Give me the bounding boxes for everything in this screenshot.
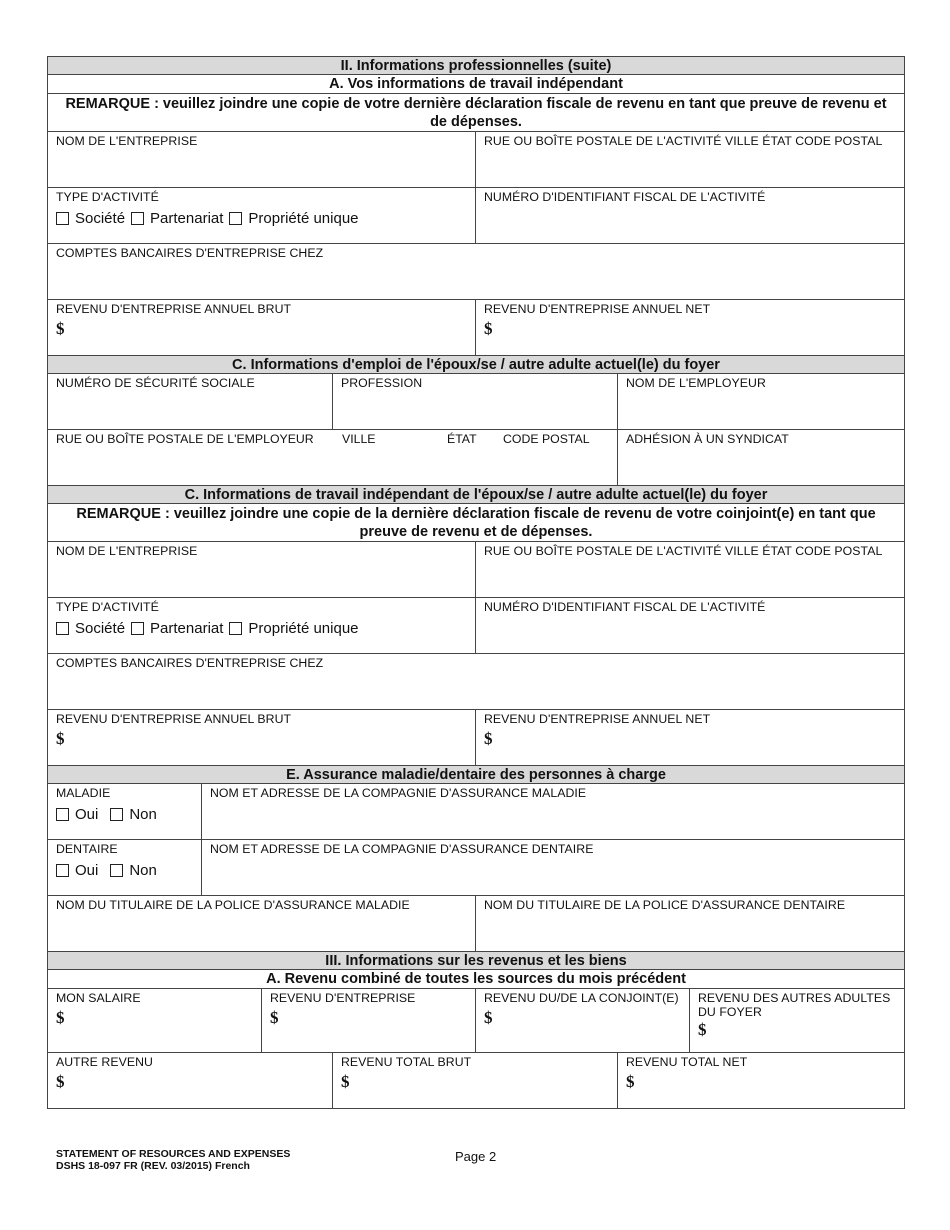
dollar-sign: $ <box>56 729 65 748</box>
section-title: C. Informations de travail indépendant de l'époux/se / autre adulte actuel(le) du foyer <box>184 486 768 503</box>
footer-form-number: DSHS 18-097 FR (REV. 03/2015) French <box>56 1160 250 1172</box>
subsection-title: A. Vos informations de travail indépendant <box>329 76 623 92</box>
section-header <box>48 486 904 504</box>
business-address-field[interactable] <box>476 132 904 187</box>
field-label: REVENU D'ENTREPRISE ANNUEL BRUT <box>56 302 292 316</box>
field-label: TYPE D'ACTIVITÉ <box>56 190 159 204</box>
option-label: Non <box>129 806 157 823</box>
field-label: NOM DE L'EMPLOYEUR <box>626 376 766 390</box>
field-label: NOM DE L'ENTREPRISE <box>56 544 198 558</box>
bank-accounts-field[interactable] <box>48 244 904 299</box>
checkbox-oui[interactable] <box>56 806 98 823</box>
section-header <box>48 766 904 784</box>
section-header <box>48 356 904 374</box>
spouse-income-field[interactable] <box>476 989 690 1052</box>
field-label: TYPE D'ACTIVITÉ <box>56 600 159 614</box>
checkbox-box[interactable] <box>56 808 69 821</box>
checkbox-non[interactable] <box>110 806 157 823</box>
field-label: REVENU TOTAL BRUT <box>341 1055 472 1069</box>
section-header <box>48 57 904 75</box>
field-label: REVENU D'ENTREPRISE ANNUEL BRUT <box>56 712 292 726</box>
spouse-tax-id-field[interactable] <box>476 598 904 653</box>
checkbox-box[interactable] <box>131 212 144 225</box>
field-label: NUMÉRO D'IDENTIFIANT FISCAL DE L'ACTIVITÉ <box>484 600 766 614</box>
dollar-sign: $ <box>56 1072 65 1091</box>
form-page <box>47 56 905 1109</box>
field-label: RUE OU BOÎTE POSTALE DE L'ACTIVITÉ VILLE ÉTAT CODE POSTAL <box>484 544 883 558</box>
checkbox-box[interactable] <box>110 864 123 877</box>
option-label: Partenariat <box>150 210 224 227</box>
checkbox-propriete[interactable] <box>229 210 358 227</box>
dental-insurance-choice <box>48 840 202 895</box>
option-label: Oui <box>75 806 99 823</box>
dental-company-field[interactable] <box>202 840 904 895</box>
note-text <box>48 504 904 542</box>
dollar-sign: $ <box>698 1020 707 1039</box>
checkbox-box[interactable] <box>110 808 123 821</box>
field-label: DENTAIRE <box>56 842 118 856</box>
field-label: REVENU D'ENTREPRISE ANNUEL NET <box>484 712 711 726</box>
field-label: REVENU D'ENTREPRISE <box>270 991 416 1005</box>
field-label: NOM DE L'ENTREPRISE <box>56 134 198 148</box>
subsection-header <box>48 970 904 989</box>
section-title: II. Informations professionnelles (suite) <box>340 57 612 74</box>
field-label: REVENU DES AUTRES ADULTES DU FOYER <box>698 991 891 1019</box>
other-adults-income-field[interactable] <box>690 989 904 1052</box>
tax-id-field[interactable] <box>476 188 904 243</box>
business-name-field[interactable] <box>48 132 476 187</box>
checkbox-non[interactable] <box>110 862 157 879</box>
field-label: REVENU TOTAL NET <box>626 1055 748 1069</box>
net-income-field[interactable] <box>476 300 904 355</box>
section-title: III. Informations sur les revenus et les biens <box>325 952 627 969</box>
page-number: Page 2 <box>455 1149 497 1164</box>
option-label: Propriété unique <box>248 210 359 227</box>
field-label: COMPTES BANCAIRES D'ENTREPRISE CHEZ <box>56 656 324 670</box>
note-label: REMARQUE : veuillez joindre une copie de la dernière déclaration fiscale de revenu de votre coinjoint(e) en tant que preuve de revenu et de dépenses. <box>76 506 876 540</box>
health-company-field[interactable] <box>202 784 904 839</box>
option-label: Partenariat <box>150 620 224 637</box>
health-insurance-choice <box>48 784 202 839</box>
field-label: MON SALAIRE <box>56 991 141 1005</box>
spouse-bank-accounts-field[interactable] <box>48 654 904 709</box>
health-holder-field[interactable] <box>48 896 476 951</box>
dollar-sign: $ <box>626 1072 635 1091</box>
section-header <box>48 952 904 970</box>
checkbox-box[interactable] <box>56 212 69 225</box>
field-label: ADHÉSION À UN SYNDICAT <box>626 432 789 446</box>
checkbox-box[interactable] <box>56 622 69 635</box>
my-salary-field[interactable] <box>48 989 262 1052</box>
field-label: COMPTES BANCAIRES D'ENTREPRISE CHEZ <box>56 246 324 260</box>
checkbox-oui[interactable] <box>56 862 98 879</box>
field-label: REVENU DU/DE LA CONJOINT(E) <box>484 991 679 1005</box>
gross-income-field[interactable] <box>48 300 476 355</box>
checkbox-box[interactable] <box>131 622 144 635</box>
note-text <box>48 94 904 132</box>
option-label: Oui <box>75 862 99 879</box>
note-label: REMARQUE : veuillez joindre une copie de votre dernière déclaration fiscale de revenu en tant que preuve de revenu et de dépenses. <box>65 96 887 130</box>
footer <box>56 1148 290 1172</box>
dollar-sign: $ <box>56 319 65 338</box>
profession-field[interactable] <box>333 374 618 429</box>
union-field[interactable] <box>618 430 904 485</box>
checkbox-box[interactable] <box>229 622 242 635</box>
option-label: Propriété unique <box>248 620 359 637</box>
field-label: PROFESSION <box>341 376 423 390</box>
section-title: E. Assurance maladie/dentaire des personnes à charge <box>286 766 666 783</box>
dollar-sign: $ <box>341 1072 350 1091</box>
subsection-header <box>48 75 904 94</box>
option-label: Non <box>129 862 157 879</box>
field-label: RUE OU BOÎTE POSTALE DE L'EMPLOYEUR <box>56 432 314 446</box>
employer-address-field[interactable] <box>48 430 618 485</box>
dollar-sign: $ <box>270 1008 279 1027</box>
field-label: NUMÉRO DE SÉCURITÉ SOCIALE <box>56 376 255 390</box>
total-net-field[interactable] <box>618 1053 904 1108</box>
activity-type-field <box>48 188 476 243</box>
field-label: AUTRE REVENU <box>56 1055 153 1069</box>
other-income-field[interactable] <box>48 1053 333 1108</box>
dental-holder-field[interactable] <box>476 896 904 951</box>
spouse-activity-type-field <box>48 598 476 653</box>
field-label: ÉTAT <box>447 432 477 446</box>
checkbox-partenariat[interactable] <box>131 620 223 637</box>
spouse-business-address-field[interactable] <box>476 542 904 597</box>
section-title: C. Informations d'emploi de l'époux/se / autre adulte actuel(le) du foyer <box>232 356 720 373</box>
field-label: MALADIE <box>56 786 111 800</box>
spouse-net-income-field[interactable] <box>476 710 904 765</box>
field-label: NOM DU TITULAIRE DE LA POLICE D'ASSURANCE MALADIE <box>56 898 410 912</box>
footer-form-title: STATEMENT OF RESOURCES AND EXPENSES <box>56 1148 291 1160</box>
checkbox-box[interactable] <box>56 864 69 877</box>
employer-name-field[interactable] <box>618 374 904 429</box>
checkbox-propriete[interactable] <box>229 620 358 637</box>
dollar-sign: $ <box>56 1008 65 1027</box>
spouse-gross-income-field[interactable] <box>48 710 476 765</box>
dollar-sign: $ <box>484 319 493 338</box>
option-label: Société <box>75 620 126 637</box>
checkbox-box[interactable] <box>229 212 242 225</box>
business-income-field[interactable] <box>262 989 476 1052</box>
field-label: NOM ET ADRESSE DE LA COMPAGNIE D'ASSURANCE DENTAIRE <box>210 842 594 856</box>
total-gross-field[interactable] <box>333 1053 618 1108</box>
field-label: NOM DU TITULAIRE DE LA POLICE D'ASSURANCE DENTAIRE <box>484 898 846 912</box>
checkbox-societe[interactable] <box>56 620 125 637</box>
checkbox-partenariat[interactable] <box>131 210 223 227</box>
field-label: NOM ET ADRESSE DE LA COMPAGNIE D'ASSURANCE MALADIE <box>210 786 587 800</box>
field-label: NUMÉRO D'IDENTIFIANT FISCAL DE L'ACTIVITÉ <box>484 190 766 204</box>
spouse-business-name-field[interactable] <box>48 542 476 597</box>
field-label: VILLE <box>342 432 376 446</box>
dollar-sign: $ <box>484 729 493 748</box>
subsection-title: A. Revenu combiné de toutes les sources du mois précédent <box>266 971 686 987</box>
checkbox-societe[interactable] <box>56 210 125 227</box>
ssn-field[interactable] <box>48 374 333 429</box>
field-label: REVENU D'ENTREPRISE ANNUEL NET <box>484 302 711 316</box>
dollar-sign: $ <box>484 1008 493 1027</box>
field-label: RUE OU BOÎTE POSTALE DE L'ACTIVITÉ VILLE ÉTAT CODE POSTAL <box>484 134 883 148</box>
field-label: CODE POSTAL <box>503 432 590 446</box>
option-label: Société <box>75 210 126 227</box>
